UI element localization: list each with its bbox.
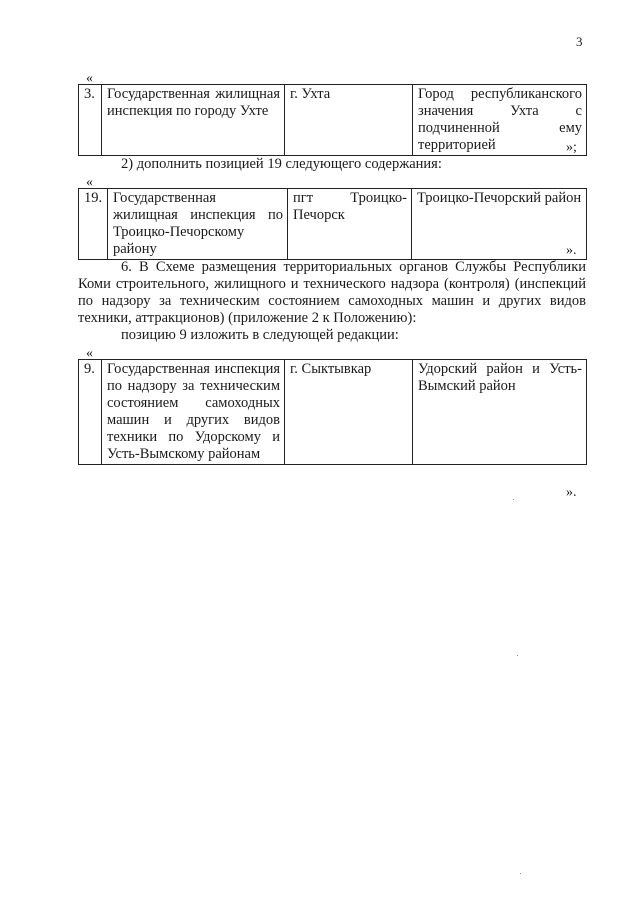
row-number: 19. — [79, 189, 108, 260]
inspection-territory: Троицко-Печорский район — [412, 189, 587, 260]
paragraph-position-9: позицию 9 изложить в следующей редакции: — [121, 327, 399, 343]
page-number: 3 — [576, 34, 583, 49]
opening-quote: « — [86, 346, 93, 361]
inspection-name: Государственная инспекция по надзору за техническим состоянием самоходных машин и других видов техники по Удорскому и Усть-Вымскому районам — [102, 360, 285, 465]
inspection-location: пгт Троицко-Печорск — [288, 189, 412, 260]
closing-quote: »; — [566, 140, 577, 155]
inspection-territory: Удорский район и Усть-Вымский район — [413, 360, 587, 465]
inspection-location: г. Сыктывкар — [285, 360, 413, 465]
territorial-table-3 — [78, 359, 587, 465]
opening-quote: « — [86, 71, 93, 86]
closing-quote: ». — [566, 485, 577, 500]
inspection-name: Государственная жилищная инспекция по Троицко-Печорскому району — [108, 189, 288, 260]
table-row — [79, 189, 587, 260]
territorial-table-1 — [78, 84, 587, 156]
paragraph-6-scheme: 6. В Схеме размещения территориальных органов Службы Республики Коми строительного, жилищного и технического надзора (контроля) (инспекций по надзору за техническим состоянием самоходных машин и других видов техники, аттракционов) (приложение 2 к Положению): — [78, 259, 586, 326]
paragraph-add-position-19: 2) дополнить позицией 19 следующего содержания: — [121, 156, 442, 172]
table-row — [79, 85, 587, 156]
inspection-location: г. Ухта — [285, 85, 413, 156]
inspection-territory: Город республиканского значения Ухта с подчиненной ему территорией — [413, 85, 587, 156]
closing-quote: ». — [566, 243, 577, 258]
opening-quote: « — [86, 175, 93, 190]
scan-speck — [513, 499, 514, 500]
row-number: 3. — [79, 85, 102, 156]
row-number: 9. — [79, 360, 102, 465]
territorial-table-2 — [78, 188, 587, 260]
table-row — [79, 360, 587, 465]
scan-speck — [520, 873, 521, 874]
scan-speck — [517, 655, 518, 656]
inspection-name: Государственная жилищная инспекция по городу Ухте — [102, 85, 285, 156]
